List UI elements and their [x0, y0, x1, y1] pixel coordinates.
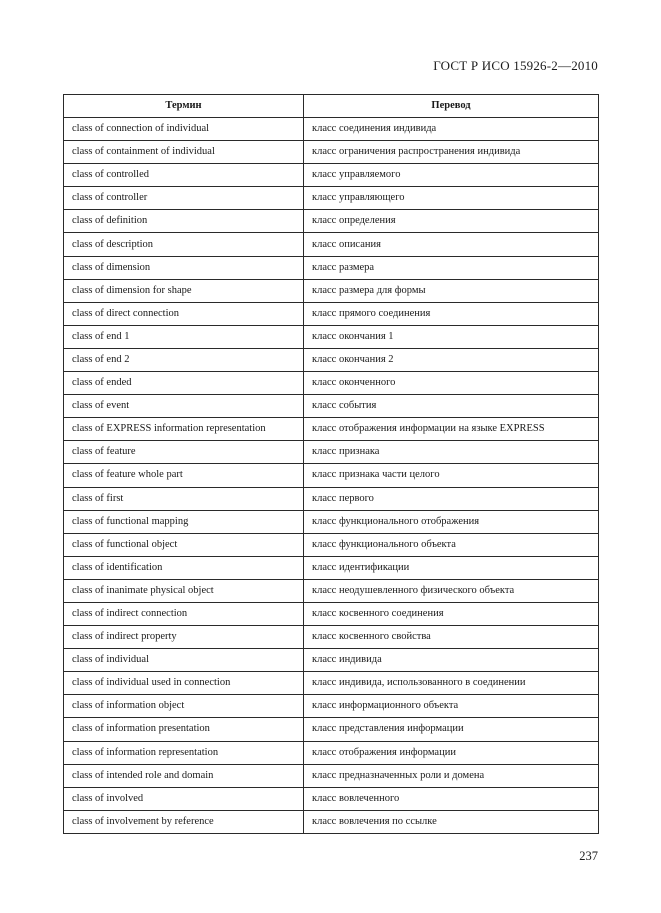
translation-cell: класс управляющего: [304, 187, 599, 210]
table-row: [64, 741, 599, 764]
term-cell: class of controller: [64, 187, 304, 210]
translation-cell: класс индивида: [304, 649, 599, 672]
table-row: [64, 695, 599, 718]
table-row: [64, 579, 599, 602]
term-cell: class of EXPRESS information representation: [64, 418, 304, 441]
table-row: [64, 672, 599, 695]
translation-cell: класс управляемого: [304, 164, 599, 187]
term-cell: class of feature: [64, 441, 304, 464]
table-row: [64, 787, 599, 810]
term-cell: class of involved: [64, 787, 304, 810]
table-row: [64, 718, 599, 741]
table-row: [64, 602, 599, 625]
term-cell: class of controlled: [64, 164, 304, 187]
table-row: [64, 764, 599, 787]
term-cell: class of inanimate physical object: [64, 579, 304, 602]
table-row: [64, 187, 599, 210]
table-row: [64, 372, 599, 395]
term-cell: class of indirect property: [64, 626, 304, 649]
translation-cell: класс вовлечения по ссылке: [304, 810, 599, 833]
table-header-row: [64, 95, 599, 118]
translation-cell: класс признака части целого: [304, 464, 599, 487]
table-row: [64, 302, 599, 325]
translation-cell: класс индивида, использованного в соединении: [304, 672, 599, 695]
term-cell: class of first: [64, 487, 304, 510]
term-cell: class of feature whole part: [64, 464, 304, 487]
term-cell: class of end 1: [64, 325, 304, 348]
term-cell: class of direct connection: [64, 302, 304, 325]
table-row: [64, 556, 599, 579]
translation-cell: класс оконченного: [304, 372, 599, 395]
document-standard-header: ГОСТ Р ИСО 15926-2—2010: [433, 58, 598, 73]
term-cell: class of description: [64, 233, 304, 256]
table-row: [64, 325, 599, 348]
term-cell: class of dimension: [64, 256, 304, 279]
translation-cell: класс описания: [304, 233, 599, 256]
column-header-term: Термин: [64, 95, 304, 118]
table-row: [64, 395, 599, 418]
translation-cell: класс отображения информации: [304, 741, 599, 764]
table-row: [64, 256, 599, 279]
table-row: [64, 533, 599, 556]
translation-cell: класс функционального отображения: [304, 510, 599, 533]
table-row: [64, 233, 599, 256]
term-cell: class of definition: [64, 210, 304, 233]
term-cell: class of information representation: [64, 741, 304, 764]
term-cell: class of information presentation: [64, 718, 304, 741]
table-row: [64, 510, 599, 533]
translation-cell: класс окончания 2: [304, 348, 599, 371]
term-cell: class of dimension for shape: [64, 279, 304, 302]
table-row: [64, 464, 599, 487]
translation-cell: класс ограничения распространения индивида: [304, 141, 599, 164]
translation-cell: класс размера для формы: [304, 279, 599, 302]
term-cell: class of event: [64, 395, 304, 418]
translation-cell: класс определения: [304, 210, 599, 233]
terms-table: [63, 94, 599, 834]
translation-cell: класс размера: [304, 256, 599, 279]
translation-cell: класс отображения информации на языке EXPRESS: [304, 418, 599, 441]
column-header-translation: Перевод: [304, 95, 599, 118]
translation-cell: класс неодушевленного физического объекта: [304, 579, 599, 602]
translation-cell: класс представления информации: [304, 718, 599, 741]
table-row: [64, 810, 599, 833]
table-row: [64, 649, 599, 672]
table-row: [64, 279, 599, 302]
translation-cell: класс косвенного свойства: [304, 626, 599, 649]
term-cell: class of ended: [64, 372, 304, 395]
translation-cell: класс окончания 1: [304, 325, 599, 348]
term-cell: class of individual: [64, 649, 304, 672]
term-cell: class of individual used in connection: [64, 672, 304, 695]
table-row: [64, 164, 599, 187]
term-cell: class of intended role and domain: [64, 764, 304, 787]
terms-table-body: [64, 118, 599, 834]
table-row: [64, 141, 599, 164]
term-cell: class of functional object: [64, 533, 304, 556]
translation-cell: класс прямого соединения: [304, 302, 599, 325]
translation-cell: класс первого: [304, 487, 599, 510]
term-cell: class of end 2: [64, 348, 304, 371]
page-number: 237: [579, 849, 598, 863]
table-row: [64, 487, 599, 510]
translation-cell: класс события: [304, 395, 599, 418]
term-cell: class of connection of individual: [64, 118, 304, 141]
table-row: [64, 418, 599, 441]
term-cell: class of containment of individual: [64, 141, 304, 164]
term-cell: class of identification: [64, 556, 304, 579]
translation-cell: класс функционального объекта: [304, 533, 599, 556]
term-cell: class of indirect connection: [64, 602, 304, 625]
translation-cell: класс предназначенных роли и домена: [304, 764, 599, 787]
table-row: [64, 441, 599, 464]
table-row: [64, 626, 599, 649]
translation-cell: класс вовлеченного: [304, 787, 599, 810]
term-cell: class of functional mapping: [64, 510, 304, 533]
translation-cell: класс информационного объекта: [304, 695, 599, 718]
translation-cell: класс признака: [304, 441, 599, 464]
term-cell: class of involvement by reference: [64, 810, 304, 833]
table-row: [64, 348, 599, 371]
translation-cell: класс идентификации: [304, 556, 599, 579]
table-row: [64, 210, 599, 233]
table-row: [64, 118, 599, 141]
term-cell: class of information object: [64, 695, 304, 718]
translation-cell: класс косвенного соединения: [304, 602, 599, 625]
translation-cell: класс соединения индивида: [304, 118, 599, 141]
